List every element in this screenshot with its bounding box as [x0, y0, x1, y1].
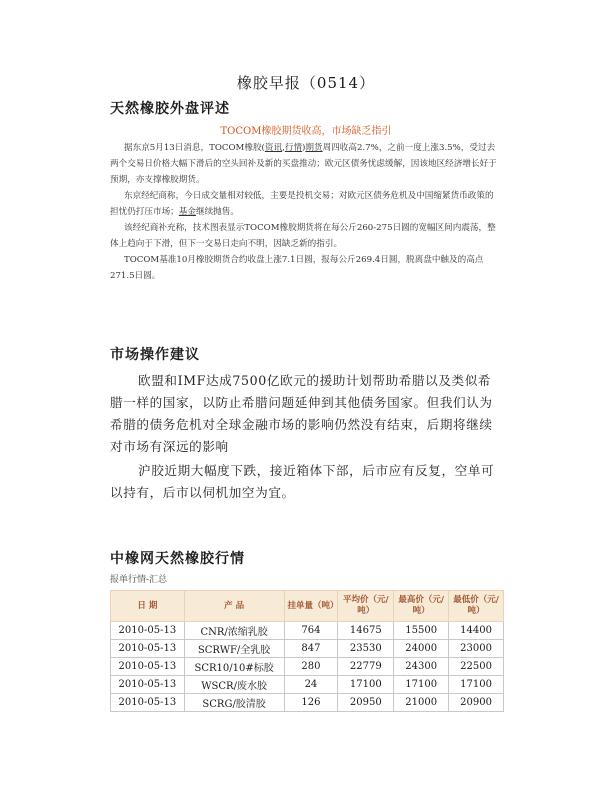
cell-date: 2010-05-13 — [111, 694, 185, 712]
col-header-low-price: 最低价（元/吨） — [449, 591, 504, 622]
cell-low-price: 22500 — [449, 658, 504, 676]
info-link[interactable]: 资讯 — [264, 143, 283, 153]
advice-paragraph: 欧盟和IMF达成7500亿欧元的援助计划帮助希腊以及类似希腊一样的国家，以防止希腊问题延伸到其他债务国家。但我们认为希腊的债务危机对全球金融市场的影响仍然没有结束，后期将继续对市场有深远的影响 — [110, 373, 493, 454]
advice-body — [110, 370, 502, 504]
news-paragraph: 据东京5月13日消息，TOCOM橡胶(资讯,行情)期货周四收高2.7%，之前一度上涨3.5%，受过去两个交易日价格大幅下滑后的空头回补及新的买盘推动；欧元区债务忧虑缓解，因该地区经济增长好于预期，亦支撑橡胶期货。 — [110, 143, 497, 185]
table-header-row — [111, 591, 504, 622]
news-paragraph: 该经纪商补充称，技术图表显示TOCOM橡胶期货将在每公斤260-275日圆的宽幅区间内震荡，整体上趋向于下滑，但下一交易日走向不明，因缺乏新的指引。 — [110, 223, 496, 249]
table-row — [111, 694, 504, 712]
advice-paragraph: 沪胶近期大幅度下跌，接近箱体下部，后市应有反复，空单可以持有，后市以伺机加空为宜。 — [110, 463, 495, 500]
cell-volume: 847 — [284, 640, 338, 658]
news-paragraph: 东京经纪商称，今日成交量相对较低，主要是投机交易；对欧元区债务危机及中国缩紧货币政策的担忧仍打压市场；基金继续抛售。 — [110, 191, 494, 217]
cell-avg-price: 20950 — [338, 694, 394, 712]
cell-avg-price: 23530 — [338, 640, 394, 658]
cell-high-price: 24000 — [394, 640, 449, 658]
cell-low-price: 17100 — [449, 676, 504, 694]
cell-volume: 24 — [284, 676, 338, 694]
cell-volume: 764 — [284, 622, 338, 640]
table-row — [111, 676, 504, 694]
page-title: 橡胶早报（0514） — [236, 74, 376, 92]
quote-link[interactable]: 行情 — [284, 143, 303, 153]
cell-date: 2010-05-13 — [111, 640, 185, 658]
cell-avg-price: 22779 — [338, 658, 394, 676]
cell-product: CNR/浓缩乳胶 — [184, 622, 284, 640]
col-header-avg-price: 平均价（元/吨） — [338, 591, 394, 622]
cell-product: SCRG/胶清胶 — [184, 694, 284, 712]
section-heading-overseas: 天然橡胶外盘评述 — [110, 101, 230, 117]
news-body — [110, 140, 502, 284]
cell-low-price: 14400 — [449, 622, 504, 640]
fund-link[interactable]: 基金 — [178, 207, 196, 217]
section-heading-market: 中橡网天然橡胶行情 — [110, 551, 245, 567]
cell-high-price: 17100 — [394, 676, 449, 694]
cell-date: 2010-05-13 — [111, 658, 185, 676]
cell-low-price: 23000 — [449, 640, 504, 658]
cell-high-price: 24300 — [394, 658, 449, 676]
col-header-product: 产 品 — [184, 591, 284, 622]
cell-low-price: 20900 — [449, 694, 504, 712]
col-header-high-price: 最高价（元/吨） — [394, 591, 449, 622]
cell-product: SCR10/10#标胶 — [184, 658, 284, 676]
cell-date: 2010-05-13 — [111, 622, 185, 640]
cell-volume: 280 — [284, 658, 338, 676]
news-paragraph: TOCOM基准10月橡胶期货合约收盘上涨7.1日圆，报每公斤269.4日圆，脱离盘中触及的高点271.5日圆。 — [110, 255, 484, 281]
table-row — [111, 640, 504, 658]
table-row — [111, 658, 504, 676]
cell-avg-price: 17100 — [338, 676, 394, 694]
cell-high-price: 21000 — [394, 694, 449, 712]
cell-avg-price: 14675 — [338, 622, 394, 640]
news-headline[interactable]: TOCOM橡胶期货收高，市场缺乏指引 — [220, 126, 392, 137]
section-heading-advice: 市场操作建议 — [110, 347, 200, 363]
cell-product: WSCR/废水胶 — [184, 676, 284, 694]
col-header-date: 日 期 — [111, 591, 185, 622]
futures-link[interactable]: 期货 — [305, 143, 323, 153]
price-table — [110, 590, 504, 712]
cell-product: SCRWF/全乳胶 — [184, 640, 284, 658]
cell-date: 2010-05-13 — [111, 676, 185, 694]
cell-high-price: 15500 — [394, 622, 449, 640]
col-header-volume: 挂单量（吨） — [284, 591, 338, 622]
cell-volume: 126 — [284, 694, 338, 712]
table-row — [111, 622, 504, 640]
table-caption: 报单行情-汇总 — [110, 575, 168, 585]
